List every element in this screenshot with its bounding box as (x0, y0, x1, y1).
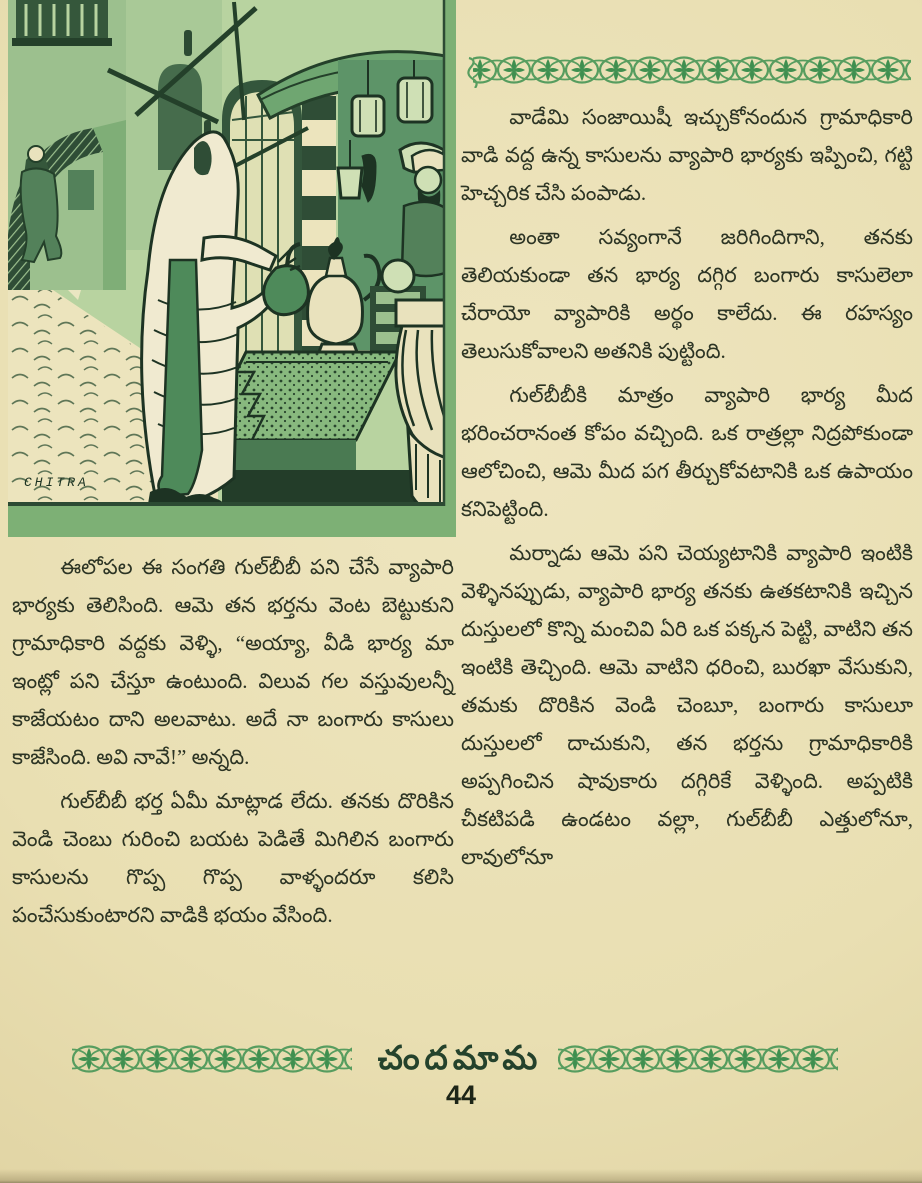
street-scene-svg (8, 0, 456, 537)
paragraph: ఈలోపల ఈ సంగతి గుల్‌బీబీ పని చేసే వ్యాపారి భార్యకు తెలిసింది. ఆమె తన భర్తను వెంట బెట్టుకుని గ్రామాధికారి వద్దకు వెళ్ళి, “అయ్యా, వీడి భార్య మా ఇంట్లో పని చేస్తూ ఉంటుంది. విలువ గల వస్తువులన్నీ కాజేయటం దాని అలవాటు. అదే నా బంగారు కాసులు కాజేసింది. అవి నావే!” అన్నది. (12, 555, 454, 769)
footer-ornament-right (558, 1043, 838, 1077)
street-scene-illustration (8, 0, 456, 537)
paragraph: మర్నాడు ఆమె పని చెయ్యటానికి వ్యాపారి ఇంటికి వెళ్ళినప్పుడు, వ్యాపారి భార్య తనకు ఉతకటానికి ఇచ్చిన దుస్తులలో కొన్ని మంచివి ఏరి ఒక పక్కన పెట్టి, వాటిని తన ఇంటికి తెచ్చింది. ఆమె వాటిని ధరించి, బురఖా వేసుకుని, తమకు దొరికిన వెండి చెంబూ, బంగారు కాసులూ దుస్తులలో దాచుకుని, తన భర్తను గ్రామాధికారికి అప్పగించిన షావుకారు దగ్గిరికే వెళ్ళింది. అప్పటికి చీకటిపడి ఉండటం వల్లా, గుల్‌బీబీ ఎత్తులోనూ, లావులోనూ (461, 541, 913, 869)
right-text-column (461, 98, 913, 882)
paragraph: అంతా సవ్యంగానే జరిగిందిగాని, తనకు తెలియకుండా తన భార్య దగ్గిర బంగారు కాసులెలా చేరాయో వ్యాపారికి అర్థం కాలేదు. ఈ రహస్యం తెలుసుకోవాలని అతనికి పుట్టింది. (461, 225, 913, 363)
left-text-column (12, 548, 454, 940)
header-ornament-divider (463, 54, 913, 88)
paragraph: గుల్‌బీబీ భర్త ఏమీ మాట్లాడ లేదు. తనకు దొరికిన వెండి చెంబు గురించి బయట పెడితే మిగిలిన బంగారు కాసులను గొప్ప గొప్ప వాళ్ళందరూ కలిసి పంచేసుకుంటారని వాడికి భయం వేసింది. (12, 789, 454, 927)
artist-signature: CHITRA (24, 475, 89, 490)
page-number: 44 (445, 1080, 477, 1110)
footer-ornament-left (72, 1043, 352, 1077)
paragraph: గుల్‌బీబీకి మాత్రం వ్యాపారి భార్య మీద భరించరానంత కోపం వచ్చింది. ఒక రాత్రల్లా నిద్రపోకుండా ఆలోచించి, ఆమె మీద పగ తీర్చుకోవటానికి ఒక ఉపాయం కనిపెట్టింది. (461, 383, 913, 521)
paragraph: వాడేమి సంజాయిషీ ఇచ్చుకోనందున గ్రామాధికారి వాడి వద్ద ఉన్న కాసులను వ్యాపారి భార్యకు ఇప్పించి, గట్టి హెచ్చరిక చేసి పంపాడు. (461, 105, 913, 205)
magazine-title: చందమామ (377, 1041, 543, 1077)
